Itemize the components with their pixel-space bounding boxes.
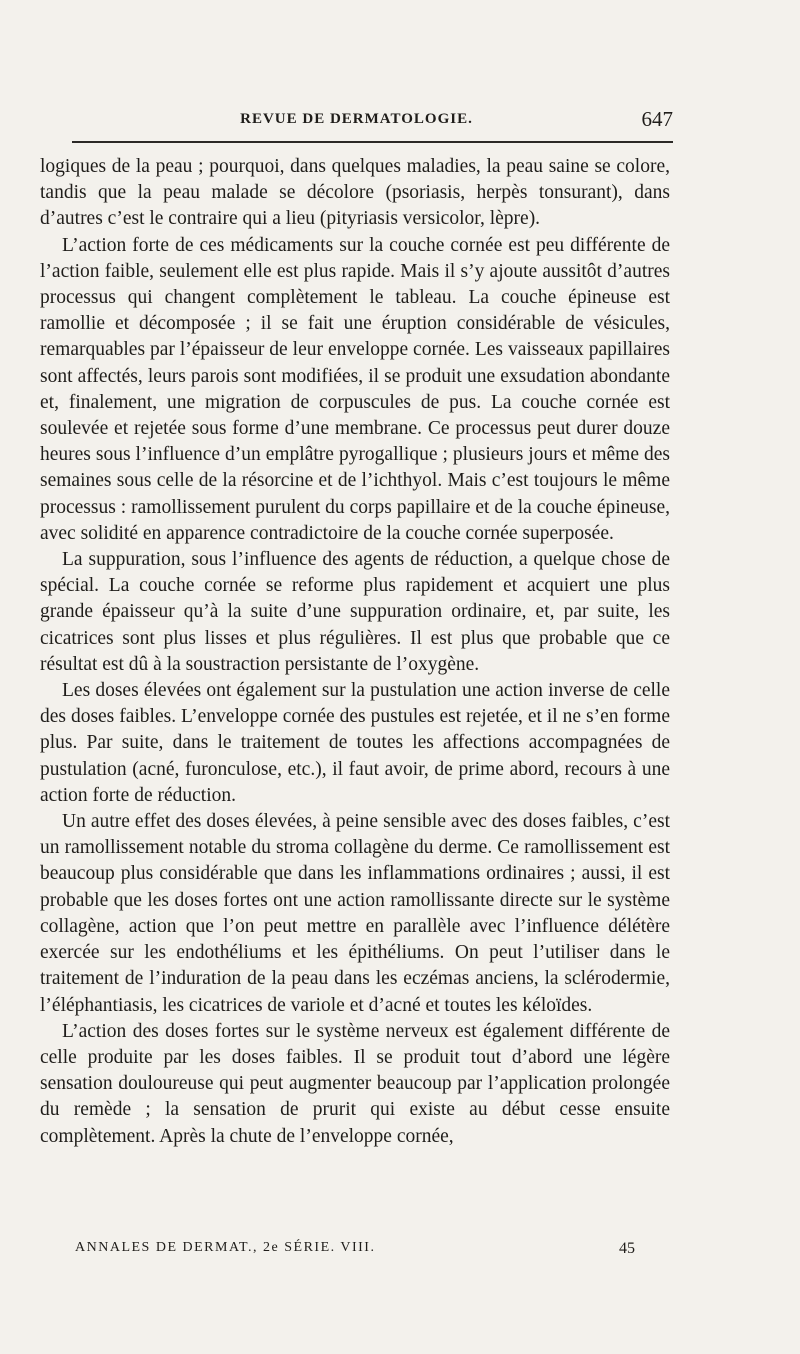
footer-sheet-number: 45 xyxy=(619,1240,635,1257)
page-number: 647 xyxy=(641,107,673,131)
paragraph-1: logiques de la peau ; pourquoi, dans quelques maladies, la peau saine se colore, tandis que la peau malade se décolore (psoriasis, herpès tonsurant), dans d’autres c’est le contraire qui a lieu (pityriasis versicolor, lèpre). xyxy=(40,156,670,230)
footer-signature: ANNALES DE DERMAT., 2e SÉRIE. VIII. xyxy=(75,1240,376,1255)
paragraph-3: La suppuration, sous l’influence des agents de réduction, a quelque chose de spécial. La couche cornée se reforme plus rapidement et acquiert une plus grande épaisseur qu’à la suite d’une suppuration ordinaire, et, par suite, les cicatrices sont plus lisses et plus régulières. Il est plus que probable que ce résultat est dû à la soustraction persistante de l’oxygène. xyxy=(40,549,670,675)
paragraph-6: L’action des doses fortes sur le système nerveux est également différente de celle produite par les doses faibles. Il se produit tout d’abord une légère sensation douloureuse qui peut augmenter beaucoup par l’application prolongée du remède ; la sensation de prurit qui existe au début cesse ensuite complètement. Après la chute de l’enveloppe cornée, xyxy=(40,1020,670,1147)
running-header xyxy=(40,107,673,137)
running-title: REVUE DE DERMATOLOGIE. xyxy=(240,111,473,127)
article-body xyxy=(40,154,670,1150)
paragraph-4: Les doses élevées ont également sur la pustulation une action inverse de celle des doses faibles. L’enveloppe cornée des pustules est rejetée, et il ne s’en forme plus. Par suite, dans le traitement de toutes les affections accompagnées de pustulation (acné, furonculose, etc.), il faut avoir, de prime abord, recours à une action forte de réduction. xyxy=(40,680,670,806)
paragraph-5: Un autre effet des doses élevées, à peine sensible avec des doses faibles, c’est un ramollissement notable du stroma collagène du derme. Ce ramollissement est beaucoup plus considérable que dans les inflammations ordinaires ; aussi, il est probable que les doses fortes ont une action ramollissante directe sur le système collagène, action que l’on peut mettre en parallèle avec l’influence délétère exercée sur les endothéliums et les épithéliums. On peut l’utiliser dans le traitement de l’induration de la peau dans les eczémas anciens, la sclérodermie, l’éléphantiasis, les cicatrices de variole et d’acné et toutes les kéloïdes. xyxy=(40,811,670,1016)
header-rule xyxy=(72,141,673,143)
paragraph-2: L’action forte de ces médicaments sur la couche cornée est peu différente de l’action faible, seulement elle est plus rapide. Mais il s’y ajoute aussitôt d’autres processus qui changent complètement le tableau. La couche épineuse est ramollie et décomposée ; il se fait une éruption considérable de vésicules, remarquables par l’épaisseur de leur enveloppe cornée. Les vaisseaux papillaires sont affectés, leurs parois sont modifiées, il se produit une exsudation abondante et, finalement, une migration de corpuscules de pus. La couche cornée est soulevée et rejetée sous forme d’une membrane. Ce processus peut durer douze heures sous l’influence d’un emplâtre pyrogallique ; plusieurs jours et même des semaines sous celle de la résorcine et de l’ichthyol. Mais c’est toujours le même processus : ramollissement purulent du corps papillaire et de la couche épineuse, avec solidité en apparence contradictoire de la couche cornée superposée. xyxy=(40,234,670,544)
